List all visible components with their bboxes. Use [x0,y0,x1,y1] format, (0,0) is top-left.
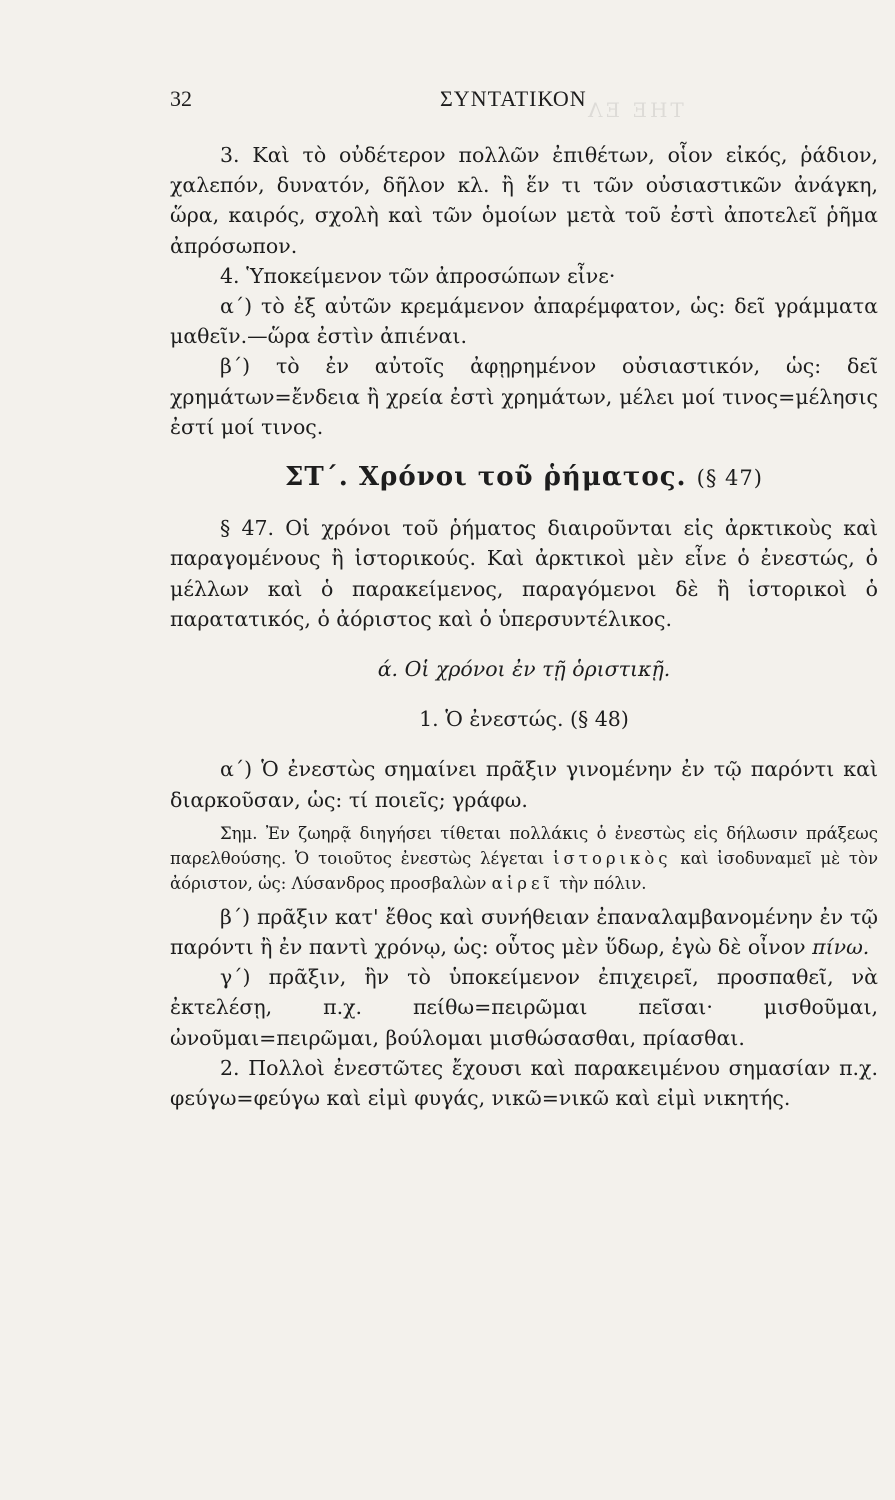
section-heading [170,462,878,493]
subheading-a: ά. Οἱ χρόνοι ἐν τῇ ὁριστικῇ. [377,657,671,682]
note-spaced-word-2: αἱρεῖ [491,873,554,893]
note-text-2: καὶ ἰσοδυναμεῖ μὲ τὸν ἀόριστον, ὡς: Λύσανδρος προσβαλὼν [170,848,879,893]
paragraph-4a: α΄) τὸ ἐξ αὐτῶν κρεμάμενον ἀπαρέμφατον, ὡς: δεῖ γράμματα μαθεῖν.—ὥρα ἐστὶν ἀπιέναι. [170,294,878,349]
subheading-1: 1. Ὁ ἐνεστώς. (§ 48) [419,707,629,732]
note-paragraph [170,821,878,896]
note-text-1: Ἐν ζωηρᾷ διηγήσει τίθεται πολλάκις ὁ ἐνεστὼς εἰς δήλωσιν πράξεως παρελθούσης. Ὁ τοιοῦτος ἐνεστὼς λέγεται [170,823,879,868]
running-title: ΣΥΝΤΑΤΙΚΟΝ [440,86,587,111]
paragraph-2: 2. Πολλοὶ ἐνεστῶτες ἔχουσι καὶ παρακειμένου σημασίαν π.χ. φεύγω=φεύγω καὶ εἰμὶ φυγάς, νικῶ=νικῶ καὶ εἰμὶ νικητής. [170,1055,878,1111]
page-number: 32 [170,86,192,111]
paragraph-3: 3. Καὶ τὸ οὐδέτερον πολλῶν ἐπιθέτων, οἷον εἰκός, ῥάδιον, χαλεπόν, δυνατόν, δῆλον κλ. ἢ ἕν τι τῶν οὐσιαστικῶν ἀνάγκη, ὥρα, καιρός, σχολὴ καὶ τῶν ὁμοίων μετὰ τοῦ ἐστὶ ἀποτελεῖ ῥῆμα ἀπρόσωπον. [170,143,878,258]
section-title: ΣΤ΄. Χρόνοι τοῦ ῥήματος. [285,462,687,493]
paragraph-beta [170,902,878,962]
paragraph-4b: β΄) τὸ ἐν αὐτοῖς ἀφῃρημένον οὐσιαστικόν, ὡς: δεῖ χρημάτων=ἔνδεια ἢ χρεία ἐστὶ χρημάτων, μέλει μοί τινος=μέλησις ἐστί μοί τινος. [170,354,878,439]
paragraph-4: 4. Ὑποκείμενον τῶν ἀπροσώπων εἶνε· [220,263,616,288]
paragraph-47: § 47. Οἱ χρόνοι τοῦ ῥήματος διαιροῦνται εἰς ἀρκτικοὺς καὶ παραγομένους ἢ ἱστορικούς. Καὶ ἀρκτικοὶ μὲν εἶνε ὁ ἐνεστώς, ὁ μέλλων καὶ ὁ παρακείμενος, παραγόμενοι δὲ ἢ ἱστορικοὶ ὁ παρατατικός, ὁ ἀόριστος καὶ ὁ ὑπερσυντέλικος. [170,516,878,631]
paragraph-gamma: γ΄) πρᾶξιν, ἣν τὸ ὑποκείμενον ἐπιχειρεῖ, προσπαθεῖ, νὰ ἐκτελέσῃ, π.χ. πείθω=πειρῶμαι πεῖσαι· μισθοῦμαι, ὠνοῦμαι=πειρῶμαι, βούλομαι μισθώσασθαι, πρίασθαι. [170,965,878,1050]
note-spaced-word: ἱστορικὸς [553,848,672,868]
bleed-through-text: THE ΕΛ [585,98,684,122]
paragraph-beta-italic: πίνω. [812,935,870,960]
running-header [170,86,870,116]
note-label: Σημ. [220,823,258,843]
paragraph-alpha: α΄) Ὁ ἐνεστὼς σημαίνει πρᾶξιν γινομένην ἐν τῷ παρόντι καὶ διαρκοῦσαν, ὡς: τί ποιεῖς; γράφω. [170,757,878,812]
page-body [170,140,878,1113]
note-text-3: τὴν πόλιν. [559,873,647,893]
paragraph-beta-text: β΄) πρᾶξιν κατ' ἔθος καὶ συνήθειαν ἐπαναλαμβανομένην ἐν τῷ παρόντι ἢ ἐν παντὶ χρόνῳ, ὡς: οὗτος μὲν ὕδωρ, ἐγὼ δὲ οἶνον [170,904,878,960]
section-ref: (§ 47) [696,466,763,491]
